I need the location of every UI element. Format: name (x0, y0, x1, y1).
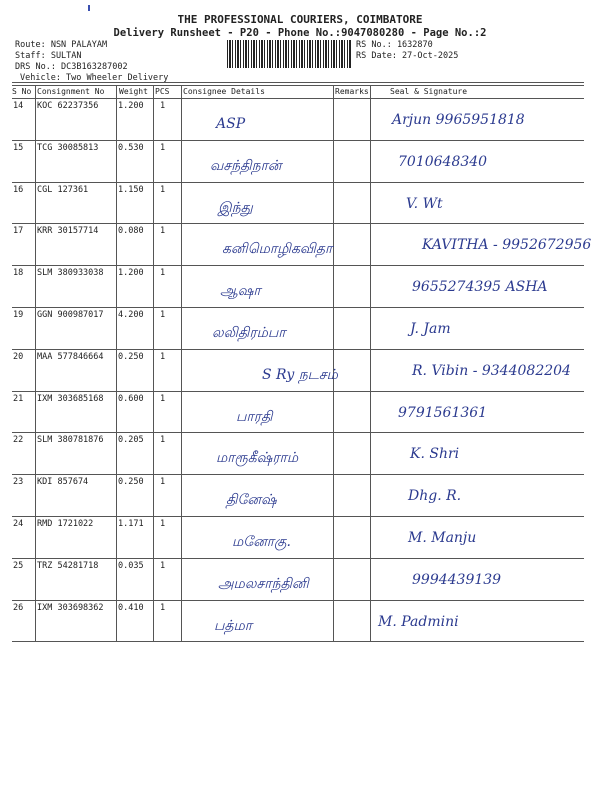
row-sno: 16 (13, 184, 24, 195)
consignee-handwriting: வசந்திநான் (210, 157, 282, 174)
row-cno: MAA 577846664 (37, 351, 104, 362)
column-header: PCS (155, 87, 170, 96)
row-cno: KOC 62237356 (37, 101, 99, 111)
consignee-handwriting: பத்மா (214, 617, 253, 634)
row-pcs: 1 (160, 351, 166, 362)
signature-handwriting: 7010648340 (398, 153, 488, 170)
consignee-handwriting: ஆஷா (220, 283, 261, 300)
row-pcs: 1 (160, 435, 166, 446)
column-header: S No (12, 87, 32, 96)
row-cno: KDI 857674 (37, 477, 89, 488)
row-pcs: 1 (160, 184, 166, 195)
row-sno: 20 (13, 351, 24, 362)
row-divider (12, 391, 584, 392)
row-sno: 18 (13, 268, 24, 279)
row-sno: 21 (13, 393, 24, 404)
row-cno: SLM 380781876 (37, 435, 104, 446)
row-weight: 0.530 (118, 142, 144, 153)
column-header: Seal & Signature (390, 87, 468, 96)
staff-label: Staff: SULTAN (15, 51, 82, 61)
company-title: THE PROFESSIONAL COURIERS, COIMBATORE (177, 13, 423, 26)
signature-handwriting: V. Wt (406, 195, 443, 212)
row-pcs: 1 (160, 310, 166, 320)
row-pcs: 1 (160, 393, 166, 404)
row-sno: 24 (13, 519, 24, 529)
row-cno: IXM 303685168 (37, 393, 104, 404)
consignee-handwriting: ASP (216, 116, 246, 132)
row-divider (12, 641, 584, 642)
row-divider (12, 432, 584, 433)
consignee-handwriting: கனிமொழிகவிதா (222, 241, 333, 258)
signature-handwriting: M. Manju (408, 530, 477, 546)
signature-handwriting: M. Padmini (378, 613, 459, 630)
row-pcs: 1 (160, 142, 166, 153)
signature-handwriting: K. Shri (410, 446, 460, 463)
consignee-handwriting: அமலசாந்தினி (218, 575, 309, 592)
drs-number: DRS No.: DC3B163287002 (15, 62, 128, 72)
consignee-handwriting: S Ry நடசம் (262, 366, 338, 383)
rs-number: RS No.: 1632870 (356, 40, 433, 50)
row-sno: 23 (13, 477, 24, 488)
row-divider (12, 349, 584, 350)
row-cno: GGN 900987017 (37, 310, 104, 320)
row-sno: 17 (13, 226, 24, 237)
row-divider (12, 600, 584, 601)
vehicle-label: Vehicle: Two Wheeler Delivery (20, 73, 169, 83)
signature-handwriting: 9994439139 (412, 571, 502, 588)
consignee-handwriting: மாரூகீஷ்ராம் (216, 450, 299, 467)
column-header: Consignee Details (183, 87, 265, 96)
row-cno: CGL 127361 (37, 184, 89, 195)
signature-handwriting: 9655274395 ASHA (412, 279, 548, 296)
column-header: Remarks (335, 87, 369, 96)
row-sno: 14 (13, 101, 24, 111)
column-header: Weight (119, 87, 148, 96)
row-divider (12, 516, 584, 517)
row-cno: TRZ 54281718 (37, 560, 99, 571)
row-divider (12, 307, 584, 308)
row-cno: KRR 30157714 (37, 226, 99, 237)
row-weight: 0.410 (118, 602, 144, 613)
row-cno: TCG 30085813 (37, 142, 99, 153)
row-sno: 22 (13, 435, 24, 446)
row-pcs: 1 (160, 519, 166, 529)
row-divider (12, 223, 584, 224)
row-pcs: 1 (160, 560, 166, 571)
barcode-image (227, 40, 351, 68)
row-divider (12, 474, 584, 475)
column-header: Consignment No (37, 87, 105, 96)
row-cno: RMD 1721022 (37, 519, 94, 529)
consignee-handwriting: தினேஷ் (226, 492, 277, 509)
row-divider (12, 558, 584, 559)
row-weight: 1.200 (118, 268, 144, 279)
consignee-handwriting: பாரதி (236, 408, 273, 425)
signature-handwriting: KAVITHA - 9952672956 (422, 237, 592, 254)
row-pcs: 1 (160, 602, 166, 613)
row-divider (12, 140, 584, 141)
signature-handwriting: Dhg. R. (408, 488, 462, 505)
row-cno: SLM 380933038 (37, 268, 104, 279)
rs-date: RS Date: 27-Oct-2025 (356, 51, 459, 61)
row-weight: 1.171 (118, 519, 144, 529)
row-sno: 15 (13, 142, 24, 153)
consignee-handwriting: லலிதிரம்பா (212, 325, 286, 341)
consignee-handwriting: இந்து (218, 199, 253, 216)
row-sno: 25 (13, 560, 24, 571)
dot-mark (88, 5, 90, 11)
row-weight: 1.150 (118, 184, 144, 195)
consignee-handwriting: மனோகு. (232, 534, 291, 550)
row-weight: 1.200 (118, 101, 144, 111)
signature-handwriting: 9791561361 (398, 404, 488, 421)
route-label: Route: NSN PALAYAM (15, 40, 108, 50)
row-weight: 0.205 (118, 435, 144, 446)
row-pcs: 1 (160, 101, 166, 111)
signature-handwriting: R. Vibin - 9344082204 (412, 362, 571, 379)
row-pcs: 1 (160, 226, 166, 237)
row-cno: IXM 303698362 (37, 602, 104, 613)
row-sno: 19 (13, 310, 24, 320)
row-pcs: 1 (160, 268, 166, 279)
row-divider (12, 182, 584, 183)
row-weight: 0.250 (118, 351, 144, 362)
header-bottom-border (12, 98, 584, 99)
signature-handwriting: J. Jam (410, 321, 451, 337)
row-weight: 0.600 (118, 393, 144, 404)
row-pcs: 1 (160, 477, 166, 488)
row-weight: 0.035 (118, 560, 144, 571)
table-top-border (12, 85, 584, 86)
row-weight: 4.200 (118, 310, 144, 320)
runsheet-subtitle: Delivery Runsheet - P20 - Phone No.:9047080280 - Page No.:2 (113, 27, 487, 39)
signature-handwriting: Arjun 9965951818 (392, 112, 525, 128)
row-divider (12, 265, 584, 266)
row-weight: 0.080 (118, 226, 144, 237)
meta-divider (12, 82, 584, 83)
row-weight: 0.250 (118, 477, 144, 488)
row-sno: 26 (13, 602, 24, 613)
